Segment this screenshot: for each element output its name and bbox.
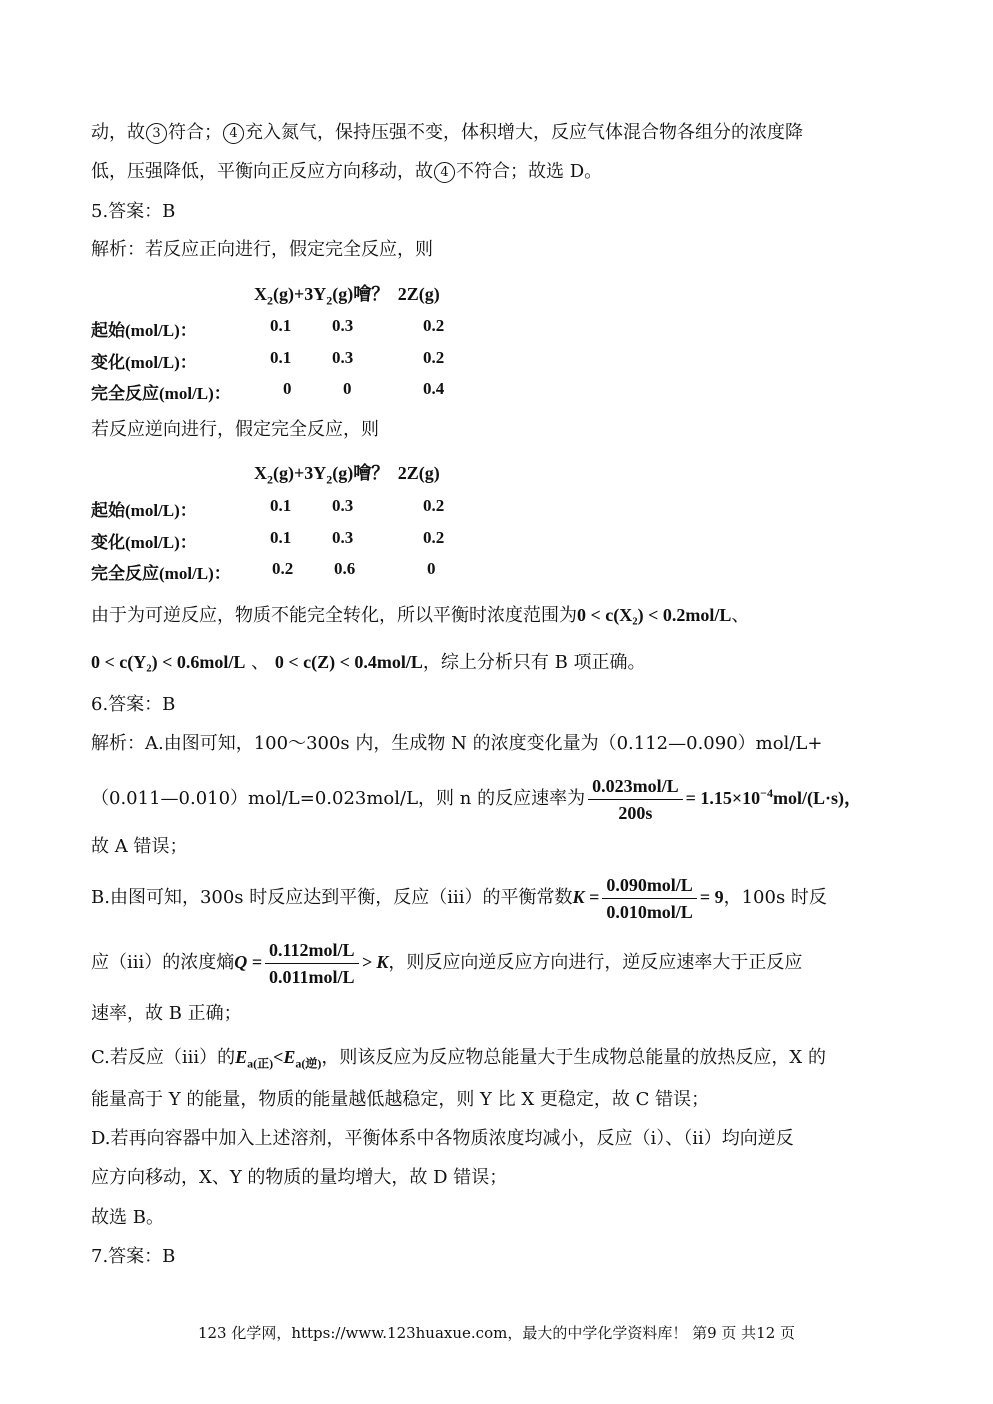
q5-range-pre: 由于为可逆反应，物质不能完全转化，所以平衡时浓度范围为 <box>91 605 577 626</box>
table2-row-1-x: 0.1 <box>270 496 292 515</box>
q6-final: 故选 B。 <box>91 1207 164 1228</box>
ea-less-than: <E <box>273 1047 296 1067</box>
rate-denominator: 200s <box>618 802 653 823</box>
q6-b2-pre: 应（iii）的浓度熵 <box>91 952 235 973</box>
eq2-arrow: 噲？ <box>353 463 390 483</box>
table1-row-3-y: 0 <box>343 379 352 398</box>
q6-a-line-2 <box>91 768 862 824</box>
eq1-arrow: 噲？ <box>353 284 390 304</box>
q6-b-line-2 <box>91 937 802 988</box>
table1-row-1-z: 0.2 <box>423 316 445 335</box>
table1-row-3-z: 0.4 <box>423 379 445 398</box>
q5-range-sep-2: 、 <box>251 652 270 673</box>
k-fraction <box>602 874 697 923</box>
eq2-sub-y: 2 <box>326 472 333 487</box>
table2-row-2-label: 变化(mol/L)： <box>91 533 197 552</box>
q6-d-line-1: D.若再向容器中加入上述溶剂，平衡体系中各物质浓度均减小，反应（i）、（ii）均向逆反 <box>91 1128 794 1149</box>
q5-conclusion: ，综上分析只有 B 项正确。 <box>422 652 646 673</box>
table2-row-1 <box>91 496 551 520</box>
k-symbol: K = <box>572 887 600 907</box>
table2-row-2-y: 0.3 <box>332 528 354 547</box>
q-fraction <box>265 939 359 988</box>
table2-row-2-x: 0.1 <box>270 528 292 547</box>
rate-fraction <box>588 775 683 824</box>
k-numerator: 0.090mol/L <box>602 874 697 899</box>
q5-range-sep-1: 、 <box>731 605 750 626</box>
q-denominator: 0.011mol/L <box>269 966 355 987</box>
table1-row-1 <box>91 316 551 340</box>
q6-answer: 6.答案：B <box>91 694 176 715</box>
reaction-equation-1 <box>254 283 440 312</box>
table1-row-1-x: 0.1 <box>270 316 292 335</box>
table1-row-1-y: 0.3 <box>332 316 354 335</box>
rate-unit: mol/(L·s)， <box>772 788 862 808</box>
eq1-rhs: 2Z(g) <box>397 284 440 304</box>
q6-c-pre: C.若反应（iii）的 <box>91 1047 236 1068</box>
rate-numerator: 0.023mol/L <box>588 775 683 800</box>
table2-row-3 <box>91 559 551 583</box>
table2-row-3-x: 0.2 <box>272 559 294 578</box>
circled-three: 3 <box>146 123 167 144</box>
q6-b-pre: B.由图可知，300s 时反应达到平衡，反应（iii）的平衡常数 <box>91 887 573 908</box>
table1-row-2-x: 0.1 <box>270 348 292 367</box>
eq2-sub-x: 2 <box>267 472 273 487</box>
k-result: = 9 <box>699 887 724 907</box>
eq1-mid: (g)+3Y <box>273 284 327 304</box>
q5-answer: 5.答案：B <box>91 201 176 222</box>
ea-reverse-sub: a(逆) <box>295 1056 322 1071</box>
rate-exponent: −4 <box>760 786 773 800</box>
table2-row-1-z: 0.2 <box>423 496 445 515</box>
text-line-1 <box>91 121 803 145</box>
eq1-mid2: (g) <box>332 284 354 304</box>
q6-c-post: ，则该反应为反应物总能量大于生成物总能量的放热反应，X 的 <box>321 1047 826 1068</box>
q6-b-post: ，100s 时反 <box>723 887 827 908</box>
rate-result: = 1.15×10 <box>685 788 761 808</box>
circled-four: 4 <box>434 162 455 183</box>
table1-row-2-label: 变化(mol/L)： <box>91 353 197 372</box>
reaction-equation-2 <box>254 462 440 491</box>
ea-forward-sub: a(正) <box>247 1056 274 1071</box>
table2-row-1-label: 起始(mol/L)： <box>91 501 197 520</box>
q-result: > K <box>361 952 389 972</box>
table2-row-3-y: 0.6 <box>334 559 356 578</box>
q6-a-line-2-text: （0.011—0.010）mol/L=0.023mol/L，则 n 的反应速率为 <box>91 788 586 809</box>
table1-row-2-y: 0.3 <box>332 348 354 367</box>
range-x2: 0 < c(X₂) < 0.2mol/L <box>577 605 732 625</box>
text-line-2 <box>91 160 602 184</box>
ea-forward: E <box>235 1047 248 1067</box>
q6-b-line-3: 速率，故 B 正确； <box>91 1003 242 1024</box>
eq2-rhs: 2Z(g) <box>397 463 440 483</box>
q5-range-line-2 <box>91 650 646 675</box>
q-symbol: Q = <box>234 952 263 972</box>
text-line-1-content: 动，故 3 符合； 4 充入氮气，保持压强不变，体积增大，反应气体混合物各组分的浓度降 <box>91 122 803 143</box>
q6-b-line-1 <box>91 872 827 923</box>
q5-intro: 解析：若反应正向进行，假定完全反应，则 <box>91 239 433 260</box>
table2-row-3-label: 完全反应(mol/L)： <box>91 564 231 583</box>
table2-row-3-z: 0 <box>427 559 436 578</box>
table1-row-3 <box>91 379 551 403</box>
eq1-lhs: X <box>254 284 267 304</box>
table2-row-1-y: 0.3 <box>332 496 354 515</box>
table1-row-2 <box>91 348 551 372</box>
q6-a-line-1: 解析：A.由图可知，100～300s 内，生成物 N 的浓度变化量为（0.112—0.090）mol/L+ <box>91 733 823 754</box>
q6-c-line-2: 能量高于 Y 的能量，物质的能量越低越稳定，则 Y 比 X 更稳定，故 C 错误； <box>91 1089 710 1110</box>
q6-d-line-2: 应方向移动，X、Y 的物质的量均增大，故 D 错误； <box>91 1167 508 1188</box>
table1-row-3-label: 完全反应(mol/L)： <box>91 384 231 403</box>
q6-b2-post: ，则反应向逆反应方向进行，逆反应速率大于正反应 <box>388 952 803 973</box>
q5-reverse: 若反应逆向进行，假定完全反应，则 <box>91 419 379 440</box>
table1-row-2-z: 0.2 <box>423 348 445 367</box>
table2-row-2 <box>91 528 551 552</box>
table2-row-2-z: 0.2 <box>423 528 445 547</box>
q-numerator: 0.112mol/L <box>265 939 359 964</box>
eq1-sub-x: 2 <box>267 293 273 308</box>
q6-a-line-3: 故 A 错误； <box>91 836 188 857</box>
eq2-mid2: (g) <box>332 463 354 483</box>
range-y2: 0 < c(Y₂) < 0.6mol/L <box>91 652 246 672</box>
eq2-lhs: X <box>254 463 267 483</box>
page-footer: 123 化学网，https://www.123huaxue.com，最大的中学化学资料库！ 第9 页 共12 页 <box>197 1324 796 1342</box>
eq2-mid: (g)+3Y <box>273 463 327 483</box>
q5-range-line-1 <box>91 603 749 628</box>
q6-c-line-1 <box>91 1045 826 1076</box>
table1-row-1-label: 起始(mol/L)： <box>91 321 197 340</box>
eq1-sub-y: 2 <box>326 293 333 308</box>
circled-four: 4 <box>223 123 244 144</box>
k-denominator: 0.010mol/L <box>606 901 693 922</box>
range-z: 0 < c(Z) < 0.4mol/L <box>274 652 423 672</box>
table1-row-3-x: 0 <box>283 379 292 398</box>
text-line-2-content: 低，压强降低，平衡向正反应方向移动，故 4 不符合；故选 D。 <box>91 161 603 182</box>
q7-answer: 7.答案：B <box>91 1246 176 1267</box>
